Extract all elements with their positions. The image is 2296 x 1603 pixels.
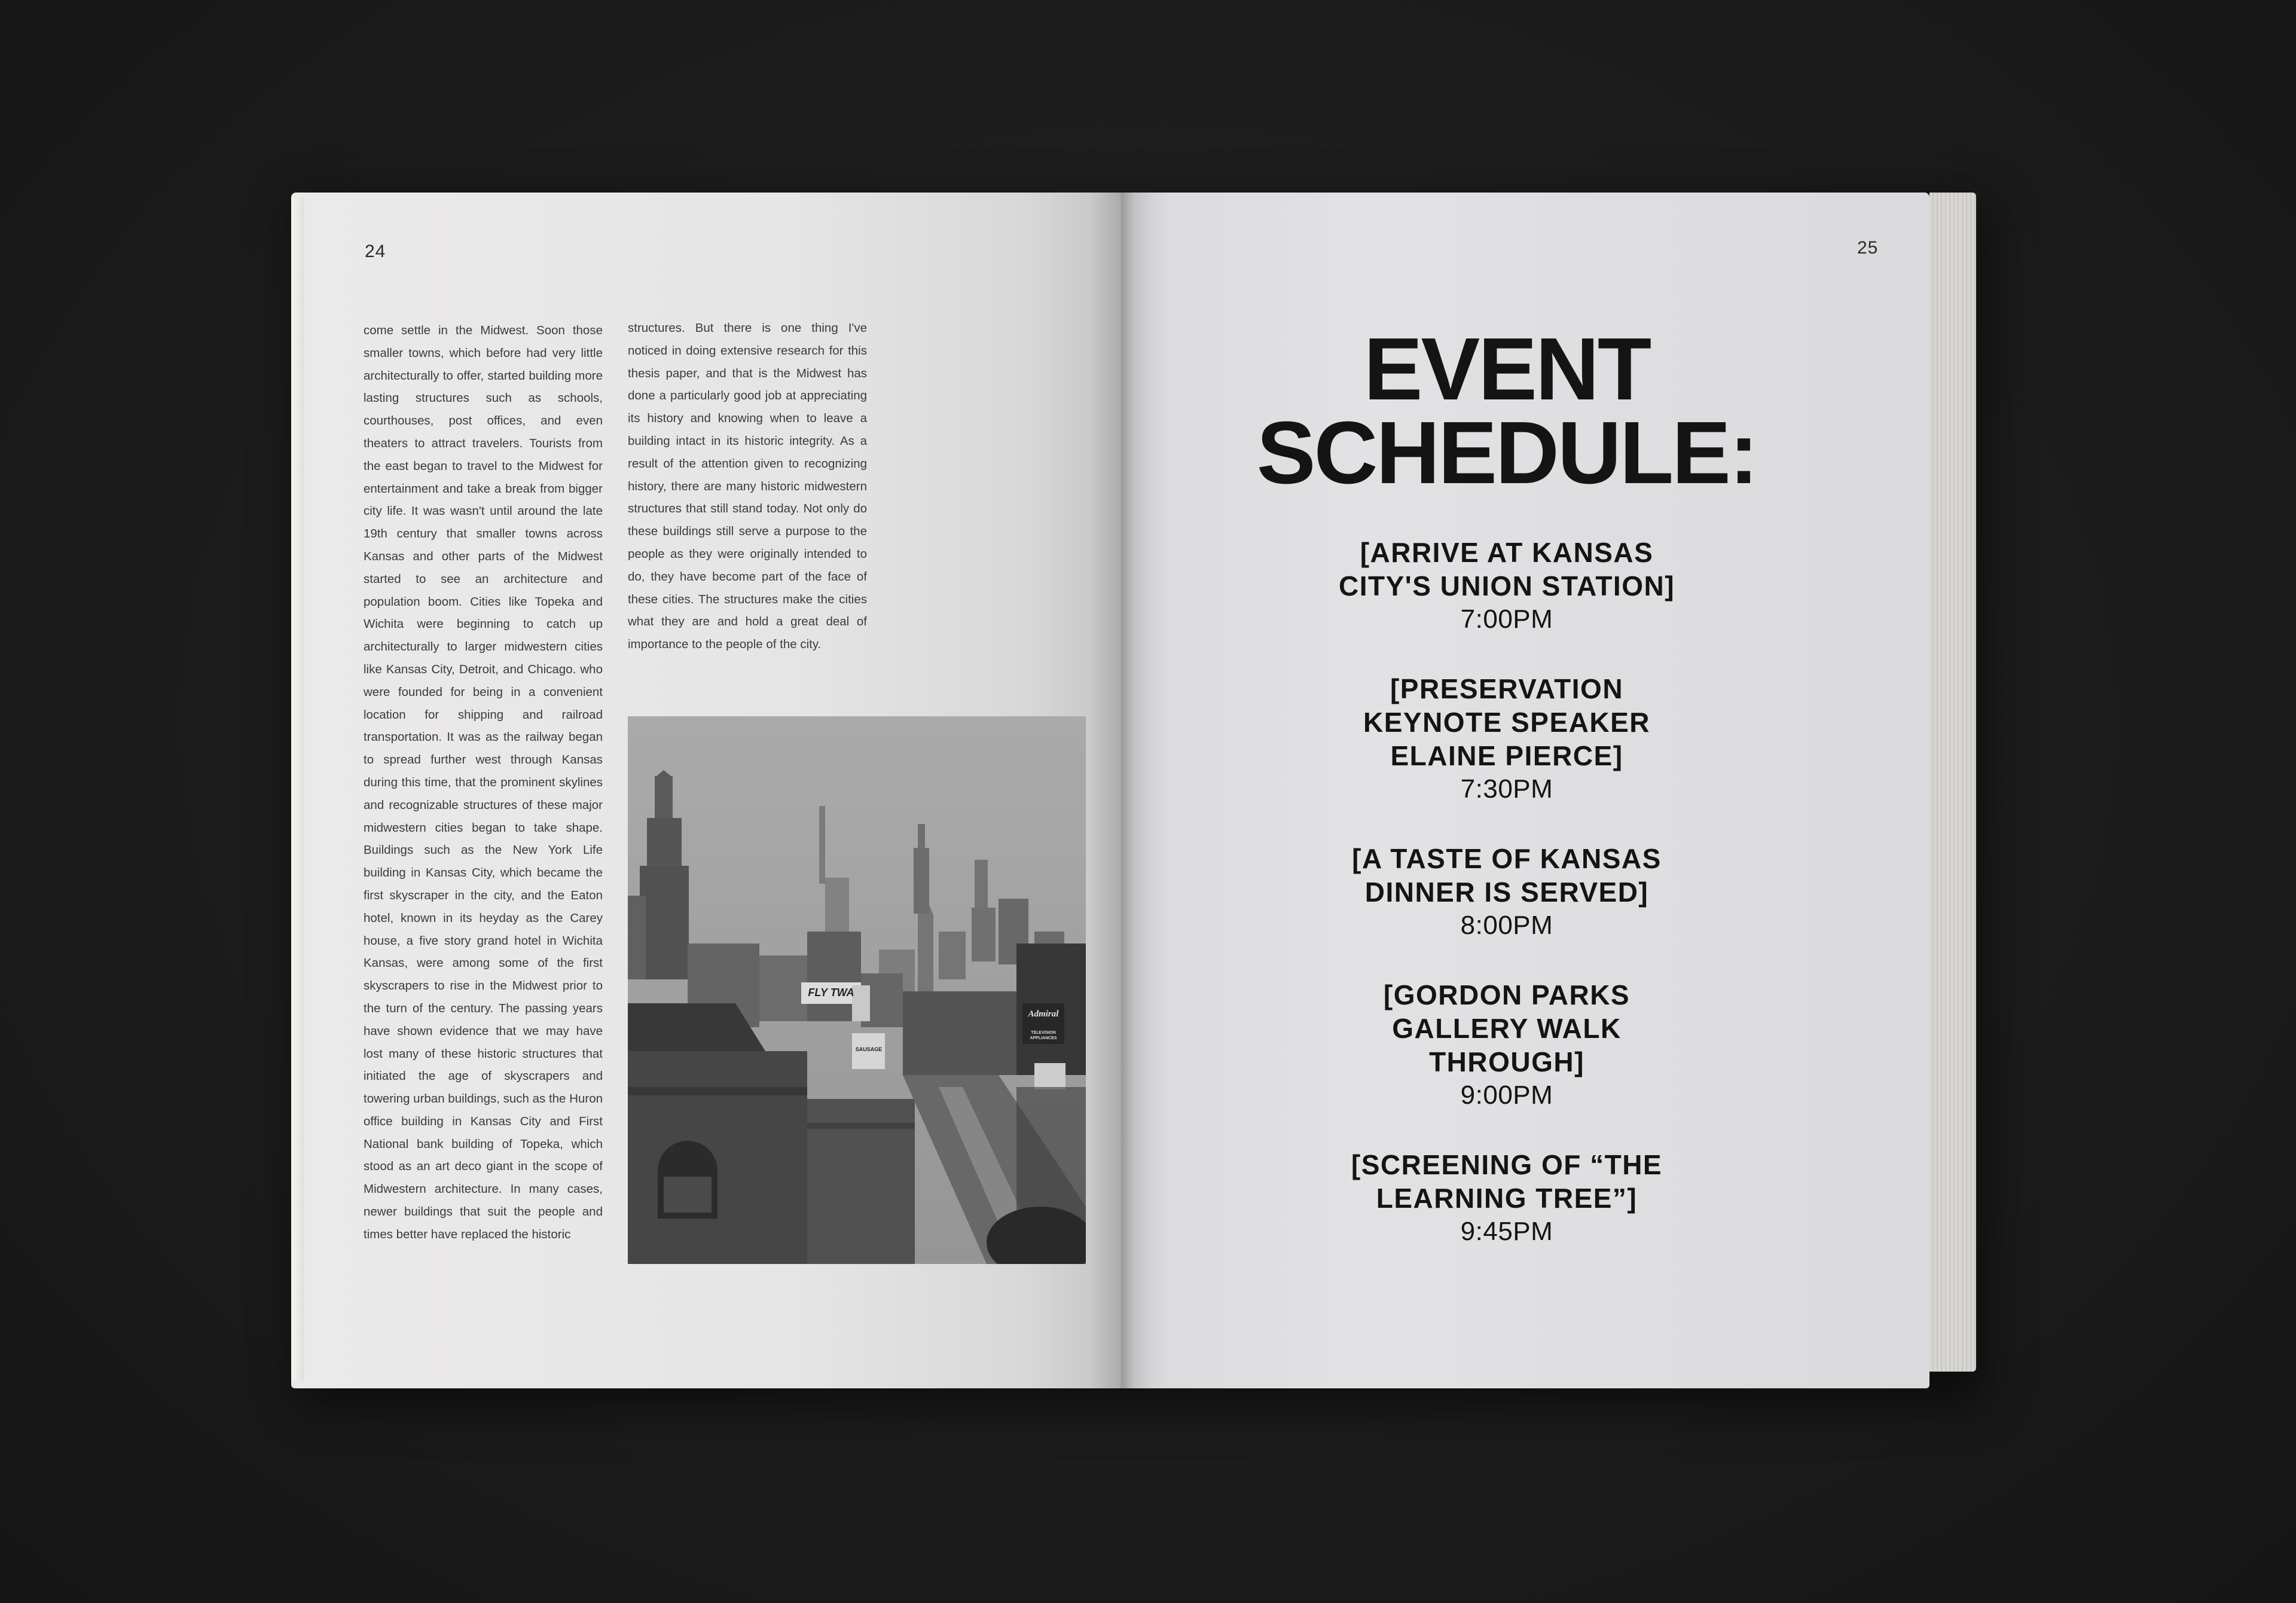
photo-sign-admiral: Admiral [1028, 1009, 1059, 1019]
event-name: [ARRIVE AT KANSAS CITY'S UNION STATION] [1338, 537, 1675, 601]
schedule-title [1196, 320, 1818, 502]
event-time: 8:00PM [1460, 911, 1553, 940]
event-item [1196, 536, 1818, 636]
body-text-column-2: structures. But there is one thing I've noticed in doing extensive research for this thesis paper, and that is the Midwest has done a particularly good job at appreciating its history and knowing when to leave a building intact in its historic integrity. As a result of the attention given to recognizing history, there are many historic midwestern structures that still stand today. Not only do these buildings still serve a purpose to the people as they were originally intended to do, they have become part of the face of these cities. The structures make the cities what they are and hold a great deal of importance to the people of the city. [628, 321, 867, 652]
event-item [1196, 978, 1818, 1112]
city-skyline-photo [628, 716, 1086, 1264]
event-time: 7:00PM [1460, 604, 1553, 634]
event-name: [PRESERVATION KEYNOTE SPEAKER ELAINE PIERCE] [1363, 673, 1651, 771]
left-page-edge [291, 197, 304, 1381]
event-item [1196, 1148, 1818, 1248]
schedule-title-line-2: SCHEDULE: [1256, 404, 1757, 502]
event-time: 7:30PM [1460, 774, 1553, 804]
event-item [1196, 672, 1818, 806]
event-item [1196, 842, 1818, 942]
photo-sign-appliances: TELEVISION APPLIANCES [1030, 1031, 1057, 1040]
page-block-edge [1929, 193, 1976, 1372]
event-time: 9:00PM [1460, 1080, 1553, 1110]
schedule-title-line-1: EVENT [1363, 320, 1650, 419]
photo-sign-sausage: SAUSAGE [855, 1046, 883, 1052]
event-name: [GORDON PARKS GALLERY WALK THROUGH] [1383, 979, 1631, 1077]
body-text-column-1: come settle in the Midwest. Soon those smaller towns, which before had very little architecturally to offer, started building more lasting structures such as schools, courthouses, post offices, and even theaters to attract travelers. Tourists from the east began to travel to the Midwest for entertainment and take a break from bigger city life. It was wasn't until around the late 19th century that smaller towns across Kansas and other parts of the Midwest started to see an architecture and population boom. Cities like Topeka and Wichita were beginning to catch up architecturally to larger midwestern cities like Kansas City, Detroit, and Chicago. who were founded for being in a convenient location for shipping and railroad transportation. It was as the railway began to spread further west through Kansas during this time, that the prominent skylines and recognizable structures of these major midwestern cities began to take shape. Buildings such as the New York Life building in Kansas City, which became the first skyscraper in the city, and the Eaton hotel, known in its heyday as the Carey house, a five story grand hotel in Wichita Kansas, were among some of the first skyscrapers to rise in the Midwest prior to the turn of the century. The passing years have shown evidence that we may have lost many of these historic structures that initiated the age of skyscrapers and towering urban buildings, such as the Huron office building in Kansas City and First National bank building of Topeka, which stood as an art deco giant in the scope of Midwestern architecture. In many cases, newer buildings that suit the people and times better have replaced the historic [364, 323, 603, 1241]
page-number-right: 25 [1857, 238, 1879, 258]
event-name: [SCREENING OF “THE LEARNING TREE”] [1351, 1149, 1663, 1214]
event-schedule [1196, 320, 1818, 1284]
event-time: 9:45PM [1460, 1217, 1553, 1246]
page-number-left: 24 [365, 242, 386, 261]
event-name: [A TASTE OF KANSAS DINNER IS SERVED] [1352, 843, 1662, 908]
photo-sign-twa: FLY TWA [808, 987, 854, 999]
